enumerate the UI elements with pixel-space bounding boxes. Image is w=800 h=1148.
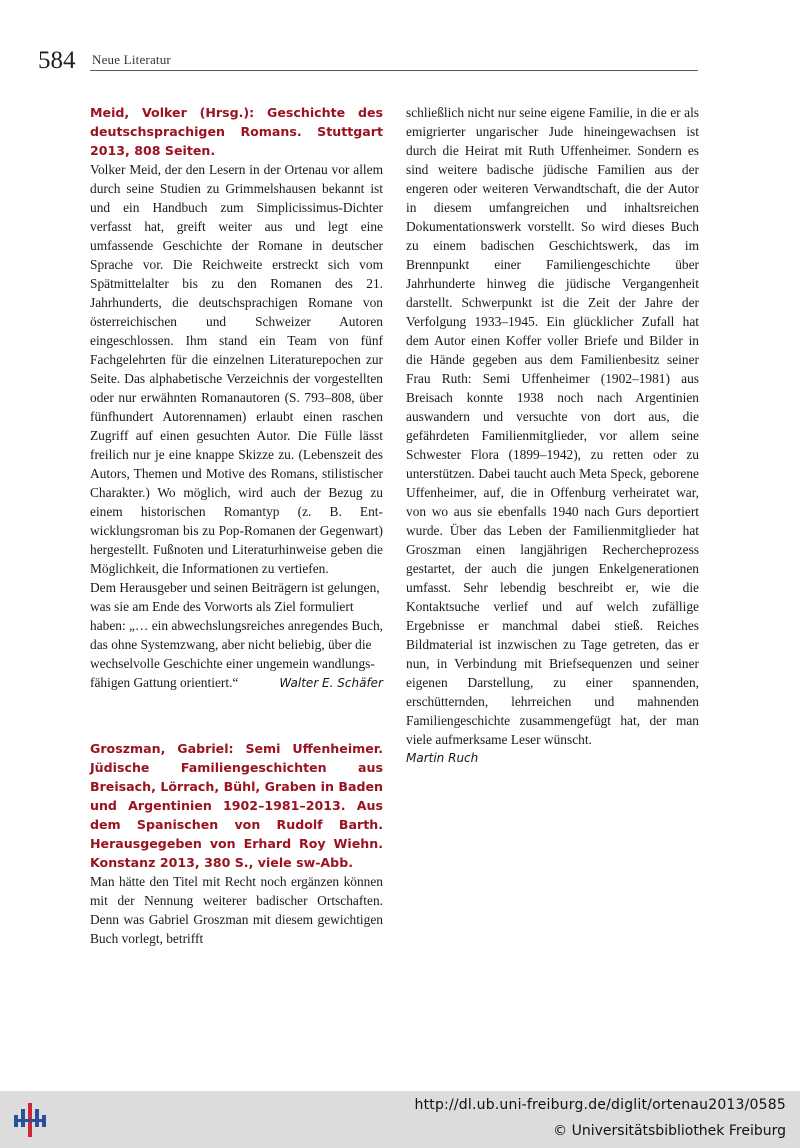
running-head: Neue Literatur <box>92 52 171 67</box>
review-signature: Martin Ruch <box>406 751 479 765</box>
review-signature: Walter E. Schäfer <box>279 676 383 690</box>
copyright-notice: © Universitätsbibliothek Freiburg <box>553 1123 786 1139</box>
footer-bar <box>0 1091 800 1148</box>
review-heading: Meid, Volker (Hrsg.): Geschichte des deutschsprachigen Romans. Stuttgart 2013, 808 Seiten. <box>90 105 383 158</box>
review-paragraph: Volker Meid, der den Lesern in der Ortenau vor allem durch seine Studien zu Grimmelshausen bekannt ist und ein Handbuch zum Simplicissimus-Dichter verfasst hat, greift weiter aus und legt eine umfassende Geschichte der Romane in deutscher Sprache vor. Die Reichweite erstreckt sich vom Spätmittelalter bis zu den Romanen des 21. Jahrhunderts, die deutschsprachigen Romane von österreichischen und Schweizer Autoren eingeschlossen. Ihm stand ein Team von fünf Fachgelehrten für die einzelnen Literaturepochen zur Seite. Das alphabetische Verzeichnis der vorgestellten oder nur erwähnten Romanautoren (S. 793–808, über fünfhundert Autorennamen) erlaubt einen raschen Zugriff auf einen gesuchten Autor. Die Fülle lässt freilich nur je eine knappe Skizze zu. (Lebenszeit des Autors, Themen und Motive des Romans, stilistischer Charakter.) Wo möglich, wird auch der Bezug zu einem historischen Romantyp (z. B. Entwicklungsroman bis zu Pop-Romanen der Gegenwart) hergestellt. Fußnoten und Literaturhinweise geben die Möglichkeit, die Informationen zu vertiefen. <box>90 162 383 576</box>
review-paragraph-continued: schließlich nicht nur seine eigene Familie, in die er als emigrierter ungarischer Jude hineingewachsen ist durch die Heirat mit Ruth Uffenheimer. Sondern es sind weitere badische jüdische Familien aus der engeren oder weiteren Verwandtschaft, die der Autor in diesem umfangreichen und inhaltsreichen Dokumentationswerk vorstellt. So wird dieses Buch zu einem badischen Geschichtswerk, das im Brennpunkt einer Familiengeschichte über Jahrhunderte hinweg die jüdische Vergangenheit darstellt. Schwerpunkt ist die Zeit der Jahre der Verfolgung 1933–1945. Ein glücklicher Zufall hat dem Autor einen Koffer voller Briefe und Bilder in die Hände gegeben aus dem Familienbesitz seiner Frau Ruth: Semi Uffenheimer (1902–1981) aus Breisach konnte 1938 noch nach Argentinien auswandern und versuchte von dort aus, die gefährdeten Familienmitglieder, vor allem seine Schwester Flora (1899–1942), zu retten oder zu unterstützen. Dabei taucht auch Meta Speck, geborene Uffenheimer, auf, die in Offenburg verheiratet war, von wo aus sie ebenfalls 1940 nach Gurs deportiert wurde. Über das Leben der Familienmitglieder hat Groszman einen langjährigen Rechercheprozess gestartet, der auch die jungen Enkelgenerationen umfasst. Sehr lebendig beschreibt er, wie die Kontaktsuche verlief und auf welch zufällige Ergebnisse er manchmal dabei stieß. Reiches Bildmaterial ist inzwischen zu Tage getreten, das er nun, in Verbindung mit Briefsequenzen und seiner eigenen Darstellung, zu einer spannenden, erschütternden, lehrreichen und mahnenden Familiengeschichte zusammengefügt hat, der man viele aufmerksame Leser wünscht. <box>406 105 699 747</box>
left-column <box>90 103 383 948</box>
review-heading: Groszman, Gabriel: Semi Uffenheimer. Jüdische Familiengeschichten aus Breisach, Lörrach, Bühl, Graben in Baden und Argentinien 1902–1981–2013. Aus dem Spanischen von Rudolf Barth. Herausgegeben von Erhard Roy Wiehn. Konstanz 2013, 380 S., viele sw-Abb. <box>90 741 383 870</box>
review-paragraph-with-signature <box>90 578 383 693</box>
header-rule <box>90 70 698 71</box>
ub-freiburg-logo-icon <box>10 1099 50 1141</box>
page-number: 584 <box>38 47 76 74</box>
review-paragraph: Dem Herausgeber und seinen Beiträgern ist gelungen, was sie am Ende des Vorworts als Ziel formuliert haben: „… ein abwechslungsreiches anregendes Buch, das ohne Systemzwang, aber nicht beliebig, über die wechselvolle Geschichte einer ungemein wandlungsfähigen Gattung orientiert.“ <box>90 580 383 690</box>
right-column <box>406 103 699 768</box>
digital-library-link[interactable]: http://dl.ub.uni-freiburg.de/diglit/ortenau2013/0585 <box>414 1097 786 1113</box>
review-paragraph: Man hätte den Titel mit Recht noch ergänzen können mit der Nennung weiterer badischer Ortschaften. Denn was Gabriel Groszman mit diesem gewichtigen Buch vorlegt, betrifft <box>90 874 383 946</box>
